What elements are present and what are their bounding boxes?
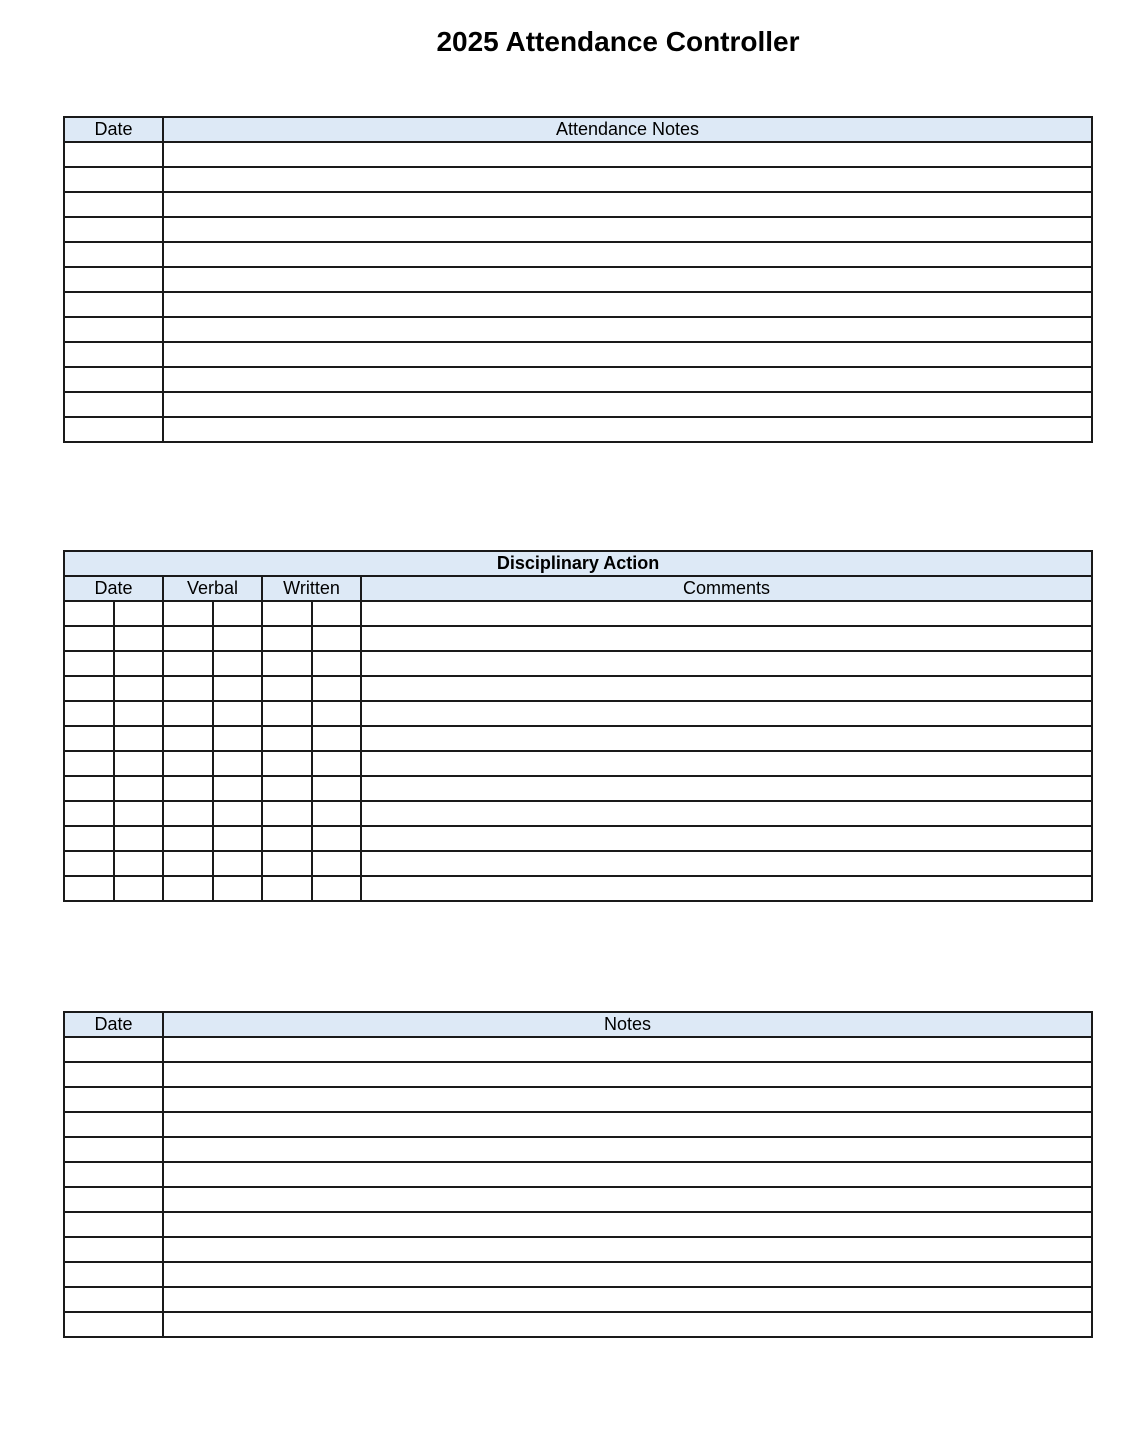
date-header: Date xyxy=(64,576,163,601)
attendance-notes-cell[interactable] xyxy=(163,142,1092,167)
table-row xyxy=(64,342,1092,367)
comments-cell[interactable] xyxy=(361,851,1092,876)
verbal-cell[interactable] xyxy=(213,776,262,801)
attendance-notes-cell[interactable] xyxy=(163,217,1092,242)
notes-cell[interactable] xyxy=(163,1312,1092,1337)
table-row xyxy=(64,417,1092,442)
date-cell[interactable] xyxy=(64,367,163,392)
disciplinary-action-title: Disciplinary Action xyxy=(64,551,1092,576)
attendance-notes-cell[interactable] xyxy=(163,267,1092,292)
table-row xyxy=(64,1262,1092,1287)
notes-cell[interactable] xyxy=(163,1137,1092,1162)
table-row xyxy=(64,317,1092,342)
table-row xyxy=(64,651,1092,676)
table-row xyxy=(64,267,1092,292)
date-cell[interactable] xyxy=(64,1162,163,1187)
verbal-cell[interactable] xyxy=(213,751,262,776)
attendance-notes-cell[interactable] xyxy=(163,242,1092,267)
date-cell[interactable] xyxy=(64,217,163,242)
verbal-cell[interactable] xyxy=(213,851,262,876)
comments-header: Comments xyxy=(361,576,1092,601)
table-row xyxy=(64,1037,1092,1062)
date-cell[interactable] xyxy=(114,626,163,651)
date-cell[interactable] xyxy=(64,751,114,776)
date-cell[interactable] xyxy=(64,876,114,901)
written-cell[interactable] xyxy=(312,776,361,801)
comments-cell[interactable] xyxy=(361,751,1092,776)
date-cell[interactable] xyxy=(64,651,114,676)
attendance-notes-table xyxy=(63,116,1093,443)
written-cell[interactable] xyxy=(312,876,361,901)
table-row xyxy=(64,1087,1092,1112)
comments-cell[interactable] xyxy=(361,701,1092,726)
date-cell[interactable] xyxy=(114,701,163,726)
attendance-notes-header: Attendance Notes xyxy=(163,117,1092,142)
written-cell[interactable] xyxy=(312,701,361,726)
notes-cell[interactable] xyxy=(163,1287,1092,1312)
verbal-cell[interactable] xyxy=(163,601,213,626)
comments-cell[interactable] xyxy=(361,876,1092,901)
table-row xyxy=(64,217,1092,242)
date-cell[interactable] xyxy=(64,1237,163,1262)
notes-table xyxy=(63,1011,1093,1338)
table-row xyxy=(64,242,1092,267)
comments-cell[interactable] xyxy=(361,776,1092,801)
verbal-cell[interactable] xyxy=(213,676,262,701)
table-row xyxy=(64,626,1092,651)
notes-cell[interactable] xyxy=(163,1187,1092,1212)
date-cell[interactable] xyxy=(114,676,163,701)
table-row xyxy=(64,1287,1092,1312)
date-cell[interactable] xyxy=(64,1062,163,1087)
date-cell[interactable] xyxy=(64,826,114,851)
date-cell[interactable] xyxy=(114,776,163,801)
verbal-cell[interactable] xyxy=(163,651,213,676)
verbal-cell[interactable] xyxy=(213,651,262,676)
comments-cell[interactable] xyxy=(361,626,1092,651)
written-cell[interactable] xyxy=(262,776,312,801)
attendance-notes-cell[interactable] xyxy=(163,317,1092,342)
comments-cell[interactable] xyxy=(361,726,1092,751)
verbal-cell[interactable] xyxy=(213,626,262,651)
table-row xyxy=(64,726,1092,751)
date-cell[interactable] xyxy=(64,801,114,826)
table-row xyxy=(64,1062,1092,1087)
written-header: Written xyxy=(262,576,361,601)
table-row xyxy=(64,367,1092,392)
date-cell[interactable] xyxy=(64,1137,163,1162)
attendance-notes-cell[interactable] xyxy=(163,192,1092,217)
attendance-notes-body xyxy=(64,142,1092,442)
date-cell[interactable] xyxy=(64,776,114,801)
table-row xyxy=(64,1187,1092,1212)
table-title-row xyxy=(64,551,1092,576)
written-cell[interactable] xyxy=(262,651,312,676)
date-cell[interactable] xyxy=(114,651,163,676)
date-cell[interactable] xyxy=(64,317,163,342)
notes-body xyxy=(64,1037,1092,1337)
table-row xyxy=(64,876,1092,901)
table-row xyxy=(64,192,1092,217)
verbal-cell[interactable] xyxy=(163,776,213,801)
comments-cell[interactable] xyxy=(361,601,1092,626)
disciplinary-action-table xyxy=(63,550,1093,902)
verbal-cell[interactable] xyxy=(163,826,213,851)
date-cell[interactable] xyxy=(64,292,163,317)
verbal-cell[interactable] xyxy=(163,851,213,876)
table-row xyxy=(64,1212,1092,1237)
date-header: Date xyxy=(64,117,163,142)
date-cell[interactable] xyxy=(114,826,163,851)
notes-cell[interactable] xyxy=(163,1062,1092,1087)
date-cell[interactable] xyxy=(64,1187,163,1212)
date-cell[interactable] xyxy=(64,342,163,367)
notes-cell[interactable] xyxy=(163,1037,1092,1062)
date-cell[interactable] xyxy=(64,142,163,167)
table-row xyxy=(64,801,1092,826)
written-cell[interactable] xyxy=(312,801,361,826)
date-cell[interactable] xyxy=(64,192,163,217)
notes-cell[interactable] xyxy=(163,1262,1092,1287)
written-cell[interactable] xyxy=(262,826,312,851)
date-cell[interactable] xyxy=(64,392,163,417)
date-cell[interactable] xyxy=(64,1112,163,1137)
verbal-cell[interactable] xyxy=(163,676,213,701)
date-cell[interactable] xyxy=(114,726,163,751)
notes-header: Notes xyxy=(163,1012,1092,1037)
comments-cell[interactable] xyxy=(361,801,1092,826)
written-cell[interactable] xyxy=(262,601,312,626)
table-row xyxy=(64,751,1092,776)
table-header-row xyxy=(64,117,1092,142)
written-cell[interactable] xyxy=(312,726,361,751)
table-row xyxy=(64,142,1092,167)
table-row xyxy=(64,851,1092,876)
attendance-notes-cell[interactable] xyxy=(163,367,1092,392)
written-cell[interactable] xyxy=(312,676,361,701)
date-cell[interactable] xyxy=(114,751,163,776)
written-cell[interactable] xyxy=(312,826,361,851)
verbal-cell[interactable] xyxy=(213,701,262,726)
date-header: Date xyxy=(64,1012,163,1037)
attendance-notes-cell[interactable] xyxy=(163,392,1092,417)
date-cell[interactable] xyxy=(64,267,163,292)
verbal-cell[interactable] xyxy=(163,701,213,726)
date-cell[interactable] xyxy=(64,701,114,726)
attendance-notes-cell[interactable] xyxy=(163,292,1092,317)
comments-cell[interactable] xyxy=(361,826,1092,851)
date-cell[interactable] xyxy=(64,1212,163,1237)
date-cell[interactable] xyxy=(114,601,163,626)
date-cell[interactable] xyxy=(64,726,114,751)
written-cell[interactable] xyxy=(312,751,361,776)
table-row xyxy=(64,826,1092,851)
table-row xyxy=(64,676,1092,701)
date-cell[interactable] xyxy=(114,851,163,876)
verbal-cell[interactable] xyxy=(213,826,262,851)
comments-cell[interactable] xyxy=(361,651,1092,676)
date-cell[interactable] xyxy=(64,1087,163,1112)
date-cell[interactable] xyxy=(64,242,163,267)
table-row xyxy=(64,1237,1092,1262)
date-cell[interactable] xyxy=(64,1312,163,1337)
date-cell[interactable] xyxy=(64,1037,163,1062)
written-cell[interactable] xyxy=(312,851,361,876)
attendance-notes-cell[interactable] xyxy=(163,342,1092,367)
date-cell[interactable] xyxy=(64,851,114,876)
notes-cell[interactable] xyxy=(163,1212,1092,1237)
attendance-notes-cell[interactable] xyxy=(163,417,1092,442)
verbal-cell[interactable] xyxy=(163,751,213,776)
verbal-cell[interactable] xyxy=(163,876,213,901)
date-cell[interactable] xyxy=(64,676,114,701)
date-cell[interactable] xyxy=(114,876,163,901)
date-cell[interactable] xyxy=(64,417,163,442)
written-cell[interactable] xyxy=(262,801,312,826)
comments-cell[interactable] xyxy=(361,676,1092,701)
date-cell[interactable] xyxy=(64,626,114,651)
verbal-cell[interactable] xyxy=(213,601,262,626)
written-cell[interactable] xyxy=(312,626,361,651)
verbal-cell[interactable] xyxy=(163,626,213,651)
disciplinary-action-body xyxy=(64,601,1092,901)
table-row xyxy=(64,601,1092,626)
notes-cell[interactable] xyxy=(163,1162,1092,1187)
table-row xyxy=(64,701,1092,726)
verbal-header: Verbal xyxy=(163,576,262,601)
written-cell[interactable] xyxy=(262,726,312,751)
attendance-notes-cell[interactable] xyxy=(163,167,1092,192)
date-cell[interactable] xyxy=(64,1287,163,1312)
verbal-cell[interactable] xyxy=(213,801,262,826)
date-cell[interactable] xyxy=(64,1262,163,1287)
written-cell[interactable] xyxy=(262,676,312,701)
verbal-cell[interactable] xyxy=(163,801,213,826)
notes-cell[interactable] xyxy=(163,1087,1092,1112)
written-cell[interactable] xyxy=(262,851,312,876)
table-row xyxy=(64,167,1092,192)
verbal-cell[interactable] xyxy=(213,876,262,901)
table-row xyxy=(64,392,1092,417)
date-cell[interactable] xyxy=(114,801,163,826)
notes-cell[interactable] xyxy=(163,1237,1092,1262)
written-cell[interactable] xyxy=(262,876,312,901)
table-row xyxy=(64,1137,1092,1162)
table-row xyxy=(64,1162,1092,1187)
table-header-row xyxy=(64,1012,1092,1037)
table-header-row xyxy=(64,576,1092,601)
date-cell[interactable] xyxy=(64,167,163,192)
written-cell[interactable] xyxy=(312,651,361,676)
table-row xyxy=(64,1312,1092,1337)
table-row xyxy=(64,292,1092,317)
verbal-cell[interactable] xyxy=(163,726,213,751)
written-cell[interactable] xyxy=(312,601,361,626)
notes-cell[interactable] xyxy=(163,1112,1092,1137)
written-cell[interactable] xyxy=(262,626,312,651)
written-cell[interactable] xyxy=(262,701,312,726)
written-cell[interactable] xyxy=(262,751,312,776)
verbal-cell[interactable] xyxy=(213,726,262,751)
page-title: 2025 Attendance Controller xyxy=(436,26,800,57)
date-cell[interactable] xyxy=(64,601,114,626)
table-row xyxy=(64,776,1092,801)
table-row xyxy=(64,1112,1092,1137)
